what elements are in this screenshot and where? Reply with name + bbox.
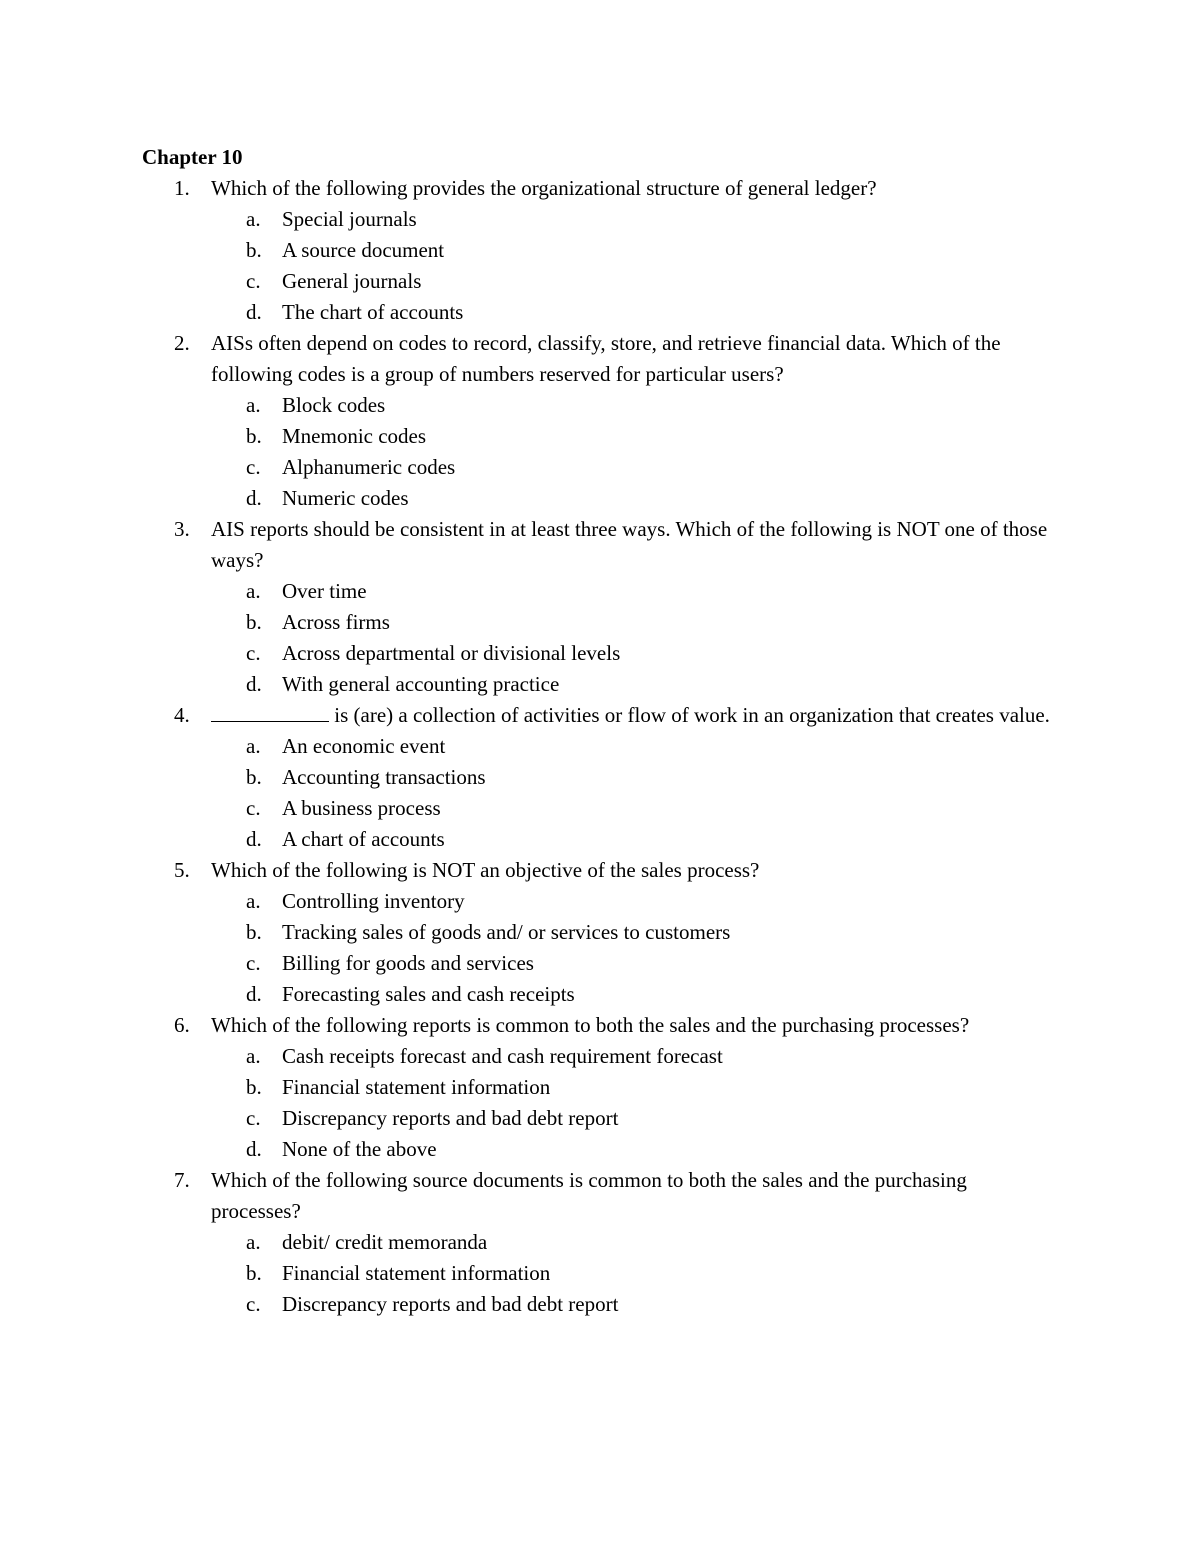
question-text: AIS reports should be consistent in at least three ways. Which of the following is NOT one of those ways? [211,517,1048,572]
option-text: debit/ credit memoranda [282,1230,488,1254]
option-text: Across departmental or divisional levels [282,641,621,665]
question-text: Which of the following provides the organizational structure of general ledger? [211,176,877,200]
option-item [0,731,1200,762]
option-item [0,979,1200,1010]
option-list [0,390,1200,514]
option-item [0,204,1200,235]
question-text-body: is (are) a collection of activities or flow of work in an organization that creates value. [334,703,1050,727]
option-item [0,762,1200,793]
question-number: 7. [174,1168,190,1192]
question-text: AISs often depend on codes to record, classify, store, and retrieve financial data. Which of the following codes is a group of numbers reserved for particular users? [211,331,1001,386]
option-item [0,1258,1200,1289]
option-item [0,452,1200,483]
option-letter: b. [246,238,262,262]
option-letter: c. [246,1292,261,1316]
option-letter: c. [246,796,261,820]
option-letter: c. [246,951,261,975]
question-number: 4. [174,703,190,727]
option-text: Tracking sales of goods and/ or services to customers [282,920,731,944]
option-text: A source document [282,238,445,262]
option-item [0,669,1200,700]
option-text: None of the above [282,1137,437,1161]
option-letter: a. [246,734,261,758]
option-item [0,421,1200,452]
option-list [0,576,1200,700]
question-list [0,173,1200,1320]
question-number: 1. [174,176,190,200]
option-text: Cash receipts forecast and cash requirement forecast [282,1044,723,1068]
question-number: 2. [174,331,190,355]
option-item [0,886,1200,917]
option-text: Billing for goods and services [282,951,534,975]
option-text: Forecasting sales and cash receipts [282,982,575,1006]
option-letter: a. [246,1230,261,1254]
question-number: 6. [174,1013,190,1037]
option-letter: a. [246,393,261,417]
option-letter: c. [246,641,261,665]
option-letter: a. [246,889,261,913]
question-number: 5. [174,858,190,882]
option-item [0,948,1200,979]
option-item [0,1289,1200,1320]
question-6 [0,1010,1200,1165]
option-text: Accounting transactions [282,765,486,789]
option-text: Controlling inventory [282,889,465,913]
option-item [0,297,1200,328]
option-text: A chart of accounts [282,827,445,851]
option-text: Mnemonic codes [282,424,427,448]
option-item [0,576,1200,607]
option-letter: c. [246,455,261,479]
option-item [0,638,1200,669]
option-item [0,1041,1200,1072]
option-text: Special journals [282,207,417,231]
option-letter: b. [246,920,262,944]
option-text: The chart of accounts [282,300,464,324]
question-5 [0,855,1200,1010]
option-text: Across firms [282,610,390,634]
option-text: A business process [282,796,441,820]
option-item [0,1227,1200,1258]
option-item [0,390,1200,421]
option-item [0,266,1200,297]
option-list [0,1041,1200,1165]
option-text: Numeric codes [282,486,409,510]
question-2 [0,328,1200,514]
option-letter: a. [246,207,261,231]
option-letter: a. [246,1044,261,1068]
fill-in-blank-line [211,700,329,722]
question-text: Which of the following reports is common to both the sales and the purchasing processes? [211,1013,970,1037]
option-text: Financial statement information [282,1075,551,1099]
option-text: With general accounting practice [282,672,560,696]
option-letter: d. [246,982,262,1006]
option-letter: d. [246,300,262,324]
option-letter: b. [246,610,262,634]
question-3 [0,514,1200,700]
option-list [0,731,1200,855]
option-text: Alphanumeric codes [282,455,456,479]
question-number: 3. [174,517,190,541]
question-text [211,700,1061,731]
option-list [0,886,1200,1010]
option-item [0,824,1200,855]
option-letter: d. [246,672,262,696]
option-text: Discrepancy reports and bad debt report [282,1106,619,1130]
option-list [0,204,1200,328]
option-item [0,793,1200,824]
option-letter: c. [246,269,261,293]
option-letter: c. [246,1106,261,1130]
question-7 [0,1165,1200,1320]
option-text: Over time [282,579,367,603]
option-list [0,1227,1200,1320]
chapter-title: Chapter 10 [142,145,243,169]
option-letter: b. [246,1075,262,1099]
option-text: Financial statement information [282,1261,551,1285]
option-letter: b. [246,424,262,448]
question-4 [0,700,1200,855]
question-text: Which of the following is NOT an objective of the sales process? [211,858,760,882]
option-letter: a. [246,579,261,603]
option-item [0,1103,1200,1134]
option-text: Discrepancy reports and bad debt report [282,1292,619,1316]
option-item [0,1134,1200,1165]
question-1 [0,173,1200,328]
option-text: An economic event [282,734,446,758]
option-text: Block codes [282,393,386,417]
option-item [0,235,1200,266]
option-item [0,1072,1200,1103]
option-letter: d. [246,827,262,851]
option-item [0,607,1200,638]
question-text: Which of the following source documents is common to both the sales and the purchasing processes? [211,1168,967,1223]
option-letter: b. [246,1261,262,1285]
option-letter: d. [246,486,262,510]
option-item [0,483,1200,514]
option-letter: d. [246,1137,262,1161]
option-letter: b. [246,765,262,789]
option-item [0,917,1200,948]
option-text: General journals [282,269,422,293]
